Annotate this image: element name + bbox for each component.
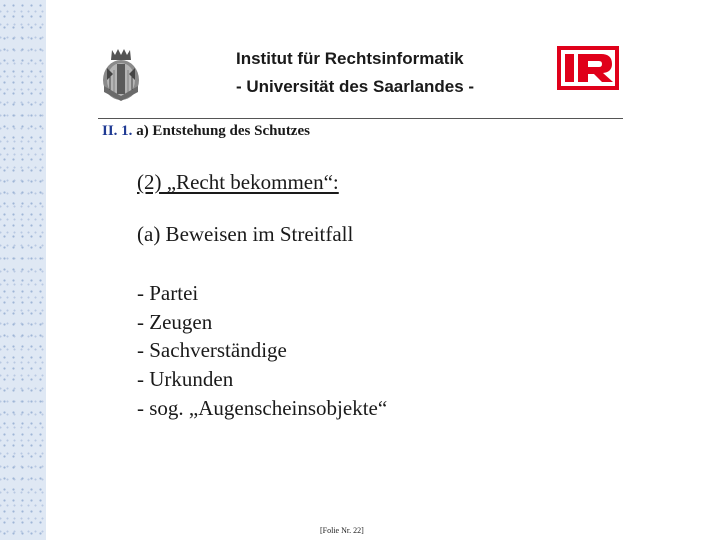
university-subtitle: - Universität des Saarlandes -: [236, 77, 475, 96]
decorative-side-strip: [0, 0, 46, 540]
slide-number: [Folie Nr. 22]: [320, 526, 364, 535]
evidence-list: [137, 279, 387, 423]
section-number: II. 1.: [102, 123, 133, 139]
point-heading: (2) „Recht bekommen“:: [137, 170, 339, 194]
section-heading: [102, 123, 310, 140]
list-item: - Partei: [137, 281, 199, 305]
ifr-logo-icon: [557, 46, 619, 90]
list-item: - Sachverständige: [137, 338, 287, 363]
section-title: a) Entstehung des Schutzes: [132, 123, 310, 139]
header-divider: [98, 118, 623, 119]
sub-heading: (a) Beweisen im Streitfall: [137, 222, 354, 246]
list-item: - Zeugen: [137, 309, 213, 334]
university-crest-icon: [98, 46, 144, 102]
list-item: - sog. „Augenscheinsobjekte“: [137, 395, 388, 420]
institute-title: Institut für Rechtsinformatik: [236, 49, 464, 68]
list-item: - Urkunden: [137, 367, 234, 392]
